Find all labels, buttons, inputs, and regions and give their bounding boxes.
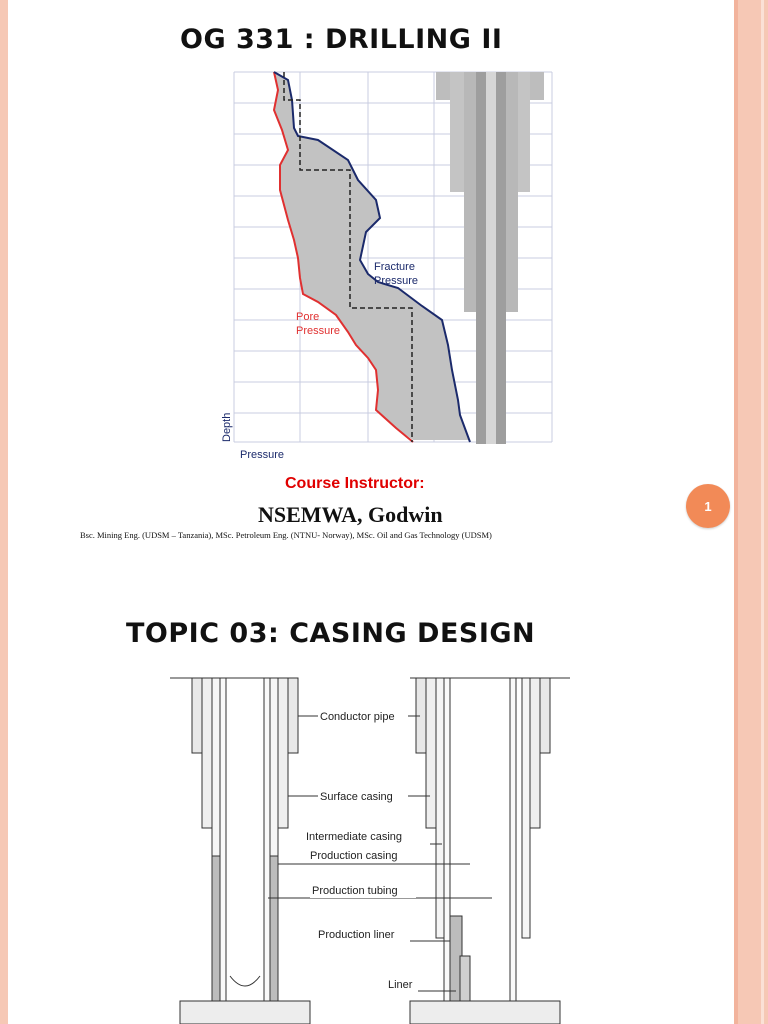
pore-label-1: Pore: [296, 311, 320, 323]
label-production-tubing: Production tubing: [312, 885, 398, 897]
slide-frame-right-line: [734, 0, 738, 1024]
left-well: [180, 678, 310, 1024]
label-production-liner: Production liner: [318, 929, 395, 941]
fracture-label-1: Fracture: [374, 261, 415, 273]
label-liner: Liner: [388, 979, 413, 991]
x-axis-label: Pressure: [240, 449, 285, 461]
slide-frame-right-edge: [761, 0, 764, 1024]
slide-2: [8, 590, 734, 1024]
instructor-credentials: Bsc. Mining Eng. (UDSM – Tanzania), MSc. Petroleum Eng. (NTNU- Norway), MSc. Oil and Gas Technology (UDSM): [80, 530, 492, 540]
pore-label-2: Pressure: [296, 325, 341, 337]
mud-window-area: [274, 72, 470, 440]
label-intermediate-casing: Intermediate casing: [306, 831, 402, 843]
instructor-heading: Course Instructor:: [285, 475, 425, 492]
page-number-badge: 1: [686, 484, 730, 528]
label-production-casing: Production casing: [310, 850, 398, 862]
instructor-name: NSEMWA, Godwin: [258, 502, 443, 527]
slide-2-title: TOPIC 03: CASING DESIGN: [126, 618, 536, 649]
slide-frame-left: [0, 0, 8, 1024]
slide-1-title: OG 331 : DRILLING II: [180, 24, 503, 55]
fracture-label-2: Pressure: [374, 275, 419, 287]
slide-1: [8, 0, 734, 575]
label-conductor-pipe: Conductor pipe: [320, 711, 395, 723]
right-well: [410, 678, 560, 1024]
label-surface-casing: Surface casing: [320, 791, 393, 803]
y-axis-label: Depth: [221, 412, 233, 442]
casing-design-diagram: [160, 676, 620, 1024]
pressure-depth-chart: [208, 70, 553, 465]
